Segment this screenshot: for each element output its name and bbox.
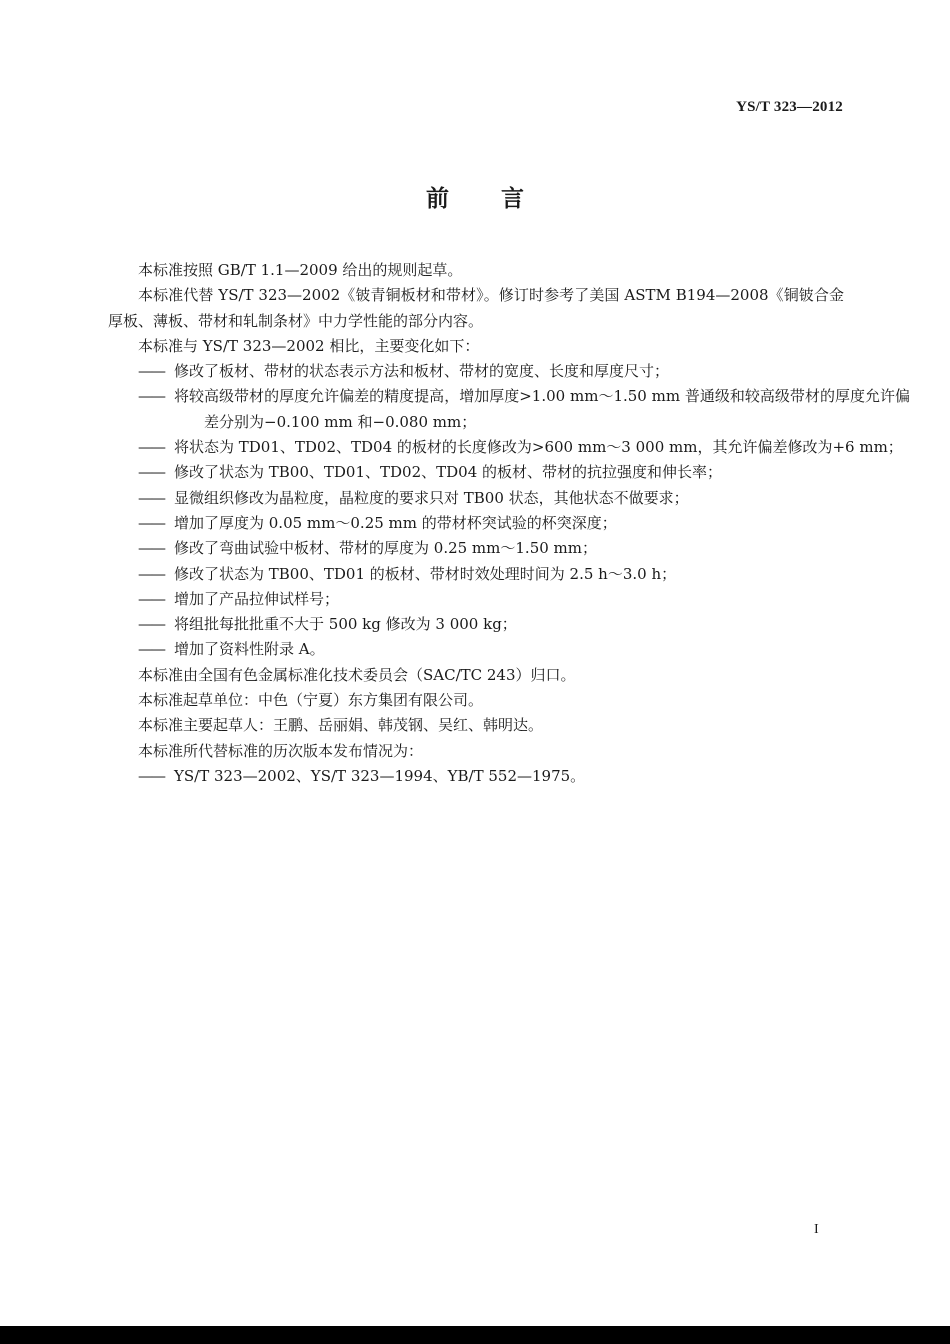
- paragraph: 本标准代替 YS/T 323—2002《铍青铜板材和带材》。修订时参考了美国 ASTM B194—2008《铜铍合金厚板、薄板、带材和轧制条材》中力学性能的部分内容。: [108, 286, 844, 330]
- change-item: [138, 460, 910, 485]
- paragraph: 本标准起草单位：中色（宁夏）东方集团有限公司。: [138, 691, 484, 710]
- dash: ——: [138, 387, 164, 406]
- dash: ——: [138, 463, 164, 482]
- change-text: 修改了状态为 TB00、TD01 的板材、带材时效处理时间为 2.5 h～3.0 h；: [174, 564, 677, 583]
- dash: ——: [138, 640, 164, 659]
- history-item: [138, 764, 910, 789]
- dash: ——: [138, 589, 164, 608]
- change-text: 将状态为 TD01、TD02、TD04 的板材的长度修改为>600 mm～3 000 mm，其允许偏差修改为+6 mm；: [174, 438, 903, 457]
- change-item: [138, 562, 910, 587]
- change-item: [138, 359, 910, 384]
- change-item: [138, 612, 910, 637]
- history-text: YS/T 323—2002、YS/T 323—1994、YB/T 552—1975。: [174, 766, 586, 785]
- change-text: 将较高级带材的厚度允许偏差的精度提高，增加厚度>1.00 mm～1.50 mm 普通级和较高级带材的厚度允许偏差分别为−0.100 mm 和−0.080 mm；: [174, 387, 910, 431]
- page-number: I: [814, 1222, 819, 1237]
- change-item: [138, 435, 910, 460]
- change-item: [138, 511, 910, 536]
- change-item: [138, 637, 910, 662]
- change-text: 修改了弯曲试验中板材、带材的厚度为 0.25 mm～1.50 mm；: [174, 539, 597, 558]
- paragraph: 本标准由全国有色金属标准化技术委员会（SAC/TC 243）归口。: [138, 665, 576, 684]
- paragraph: 本标准所代替标准的历次版本发布情况为：: [138, 741, 424, 760]
- change-text: 修改了状态为 TB00、TD01、TD02、TD04 的板材、带材的抗拉强度和伸长率；: [174, 463, 723, 482]
- change-text: 修改了板材、带材的状态表示方法和板材、带材的宽度、长度和厚度尺寸；: [174, 362, 670, 381]
- document-body: [108, 258, 910, 789]
- bottom-border: [0, 1326, 950, 1344]
- dash: ——: [138, 488, 164, 507]
- dash: ——: [138, 564, 164, 583]
- change-item: [138, 486, 910, 511]
- page-title: 前言: [426, 185, 576, 212]
- dash: ——: [138, 615, 164, 634]
- paragraph: 本标准按照 GB/T 1.1—2009 给出的规则起草。: [138, 261, 463, 279]
- change-item: [138, 587, 910, 612]
- paragraph: 本标准与 YS/T 323—2002 相比，主要变化如下：: [138, 336, 480, 355]
- change-item: [138, 536, 910, 561]
- change-text: 增加了厚度为 0.05 mm～0.25 mm 的带材杯突试验的杯突深度；: [174, 513, 617, 532]
- change-text: 增加了资料性附录 A。: [174, 640, 325, 659]
- dash: ——: [138, 766, 164, 785]
- change-text: 将组批每批批重不大于 500 kg 修改为 3 000 kg；: [174, 615, 517, 634]
- dash: ——: [138, 513, 164, 532]
- paragraph: 本标准主要起草人：王鹏、岳丽娟、韩茂钢、吴红、韩明达。: [138, 716, 544, 735]
- dash: ——: [138, 362, 164, 381]
- change-item: [138, 384, 910, 435]
- change-text: 增加了产品拉伸试样号；: [174, 589, 340, 608]
- dash: ——: [138, 539, 164, 558]
- document-code: YS/T 323—2012: [736, 99, 843, 115]
- dash: ——: [138, 438, 164, 457]
- change-text: 显微组织修改为晶粒度，晶粒度的要求只对 TB00 状态，其他状态不做要求；: [174, 488, 689, 507]
